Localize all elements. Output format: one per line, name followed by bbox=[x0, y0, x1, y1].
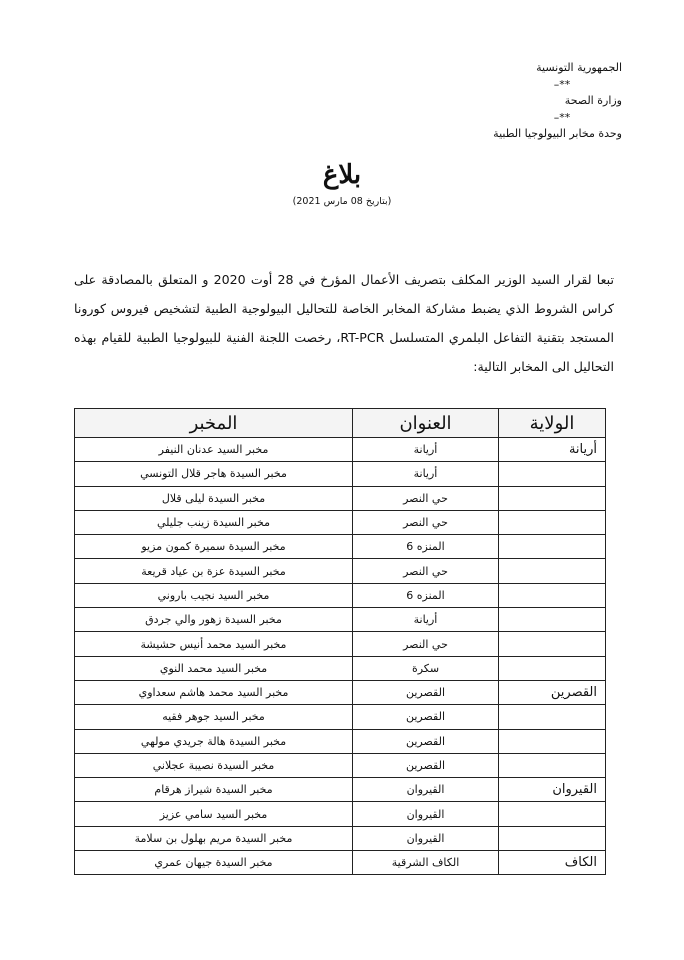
cell-lab: مخبر السيدة شيراز هرقام bbox=[75, 778, 353, 802]
table-header-row bbox=[75, 409, 606, 438]
table-row bbox=[75, 583, 606, 607]
cell-governorate bbox=[499, 729, 606, 753]
cell-governorate bbox=[499, 802, 606, 826]
cell-lab: مخبر السيدة ليلى قلال bbox=[75, 486, 353, 510]
table-row bbox=[75, 802, 606, 826]
separator: **– bbox=[553, 77, 571, 91]
cell-lab: مخبر السيدة جيهان عمري bbox=[75, 851, 353, 875]
cell-address: سكرة bbox=[353, 656, 499, 680]
cell-address: أريانة bbox=[353, 608, 499, 632]
cell-address: القصرين bbox=[353, 753, 499, 777]
cell-governorate bbox=[499, 462, 606, 486]
cell-address: القيروان bbox=[353, 826, 499, 850]
cell-governorate bbox=[499, 705, 606, 729]
cell-governorate bbox=[499, 608, 606, 632]
document-date: (بتاريخ 08 مارس 2021) bbox=[292, 196, 392, 207]
labs-table-body bbox=[75, 438, 606, 875]
cell-address: القصرين bbox=[353, 680, 499, 704]
header-lab: المخبر bbox=[75, 409, 353, 438]
table-row bbox=[75, 656, 606, 680]
header-governorate: الولاية bbox=[499, 409, 606, 438]
cell-lab: مخبر السيد عدنان النيفر bbox=[75, 438, 353, 462]
table-row bbox=[75, 438, 606, 462]
table-row bbox=[75, 729, 606, 753]
table-row bbox=[75, 608, 606, 632]
cell-lab: مخبر السيدة زهور والي جردق bbox=[75, 608, 353, 632]
cell-address: حي النصر bbox=[353, 486, 499, 510]
cell-governorate bbox=[499, 510, 606, 534]
cell-address: أريانة bbox=[353, 438, 499, 462]
cell-address: القيروان bbox=[353, 778, 499, 802]
table-row bbox=[75, 753, 606, 777]
table-row bbox=[75, 851, 606, 875]
cell-governorate bbox=[499, 826, 606, 850]
cell-lab: مخبر السيدة هالة جريدي مولهي bbox=[75, 729, 353, 753]
table-row bbox=[75, 486, 606, 510]
table-row bbox=[75, 559, 606, 583]
cell-governorate bbox=[499, 632, 606, 656]
cell-governorate bbox=[499, 559, 606, 583]
separator: **– bbox=[553, 110, 571, 124]
cell-address: المنزه 6 bbox=[353, 535, 499, 559]
table-row bbox=[75, 826, 606, 850]
cell-governorate bbox=[499, 486, 606, 510]
table-row bbox=[75, 535, 606, 559]
cell-lab: مخبر السيدة سميرة كمون مزيو bbox=[75, 535, 353, 559]
header-address: العنوان bbox=[353, 409, 499, 438]
cell-governorate: الكاف bbox=[499, 851, 606, 875]
ministry-name: وزارة الصحة bbox=[564, 94, 622, 107]
cell-lab: مخبر السيد محمد أنيس حشيشة bbox=[75, 632, 353, 656]
cell-address: القصرين bbox=[353, 729, 499, 753]
cell-lab: مخبر السيدة مريم بهلول بن سلامة bbox=[75, 826, 353, 850]
cell-address: حي النصر bbox=[353, 632, 499, 656]
cell-governorate: القصرين bbox=[499, 680, 606, 704]
cell-lab: مخبر السيدة عزة بن عياد قريعة bbox=[75, 559, 353, 583]
cell-address: القيروان bbox=[353, 802, 499, 826]
cell-lab: مخبر السيد سامي عزيز bbox=[75, 802, 353, 826]
cell-lab: مخبر السيد محمد هاشم سعداوي bbox=[75, 680, 353, 704]
cell-lab: مخبر السيد محمد النوي bbox=[75, 656, 353, 680]
page-title: بلاغ bbox=[322, 160, 362, 190]
cell-address: أريانة bbox=[353, 462, 499, 486]
cell-address: الكاف الشرقية bbox=[353, 851, 499, 875]
cell-address: القصرين bbox=[353, 705, 499, 729]
unit-name: وحدة مخابر البيولوجيا الطبية bbox=[493, 127, 622, 140]
table-row bbox=[75, 680, 606, 704]
cell-governorate bbox=[499, 656, 606, 680]
table-row bbox=[75, 705, 606, 729]
cell-address: المنزه 6 bbox=[353, 583, 499, 607]
cell-address: حي النصر bbox=[353, 510, 499, 534]
labs-table bbox=[74, 408, 606, 875]
table-row bbox=[75, 462, 606, 486]
cell-governorate bbox=[499, 535, 606, 559]
republic-name: الجمهورية التونسية bbox=[536, 61, 622, 74]
cell-lab: مخبر السيدة نصيبة عجلاني bbox=[75, 753, 353, 777]
table-row bbox=[75, 632, 606, 656]
table-row bbox=[75, 778, 606, 802]
cell-address: حي النصر bbox=[353, 559, 499, 583]
cell-governorate bbox=[499, 583, 606, 607]
cell-governorate: القيروان bbox=[499, 778, 606, 802]
cell-lab: مخبر السيدة زينب جليلي bbox=[75, 510, 353, 534]
cell-lab: مخبر السيد نجيب باروني bbox=[75, 583, 353, 607]
cell-lab: مخبر السيد جوهر فقيه bbox=[75, 705, 353, 729]
cell-lab: مخبر السيدة هاجر قلال التونسي bbox=[75, 462, 353, 486]
cell-governorate: أريانة bbox=[499, 438, 606, 462]
letterhead bbox=[402, 60, 622, 143]
cell-governorate bbox=[499, 753, 606, 777]
table-row bbox=[75, 510, 606, 534]
announcement-text: تبعا لقرار السيد الوزير المكلف بتصريف الأعمال المؤرخ في 28 أوت 2020 و المتعلق بالمصادقة على كراس الشروط الذي يضبط مشاركة المخابر الخاصة للتحاليل البيولوجية الطبية لتشخيص فيروس كورونا المستجد بتقنية التفاعل البلمري المتسلسل RT-PCR، رخصت اللجنة الفنية للبيولوجيا الطبية للقيام بهذه التحاليل الى المخابر التالية: bbox=[74, 272, 615, 374]
